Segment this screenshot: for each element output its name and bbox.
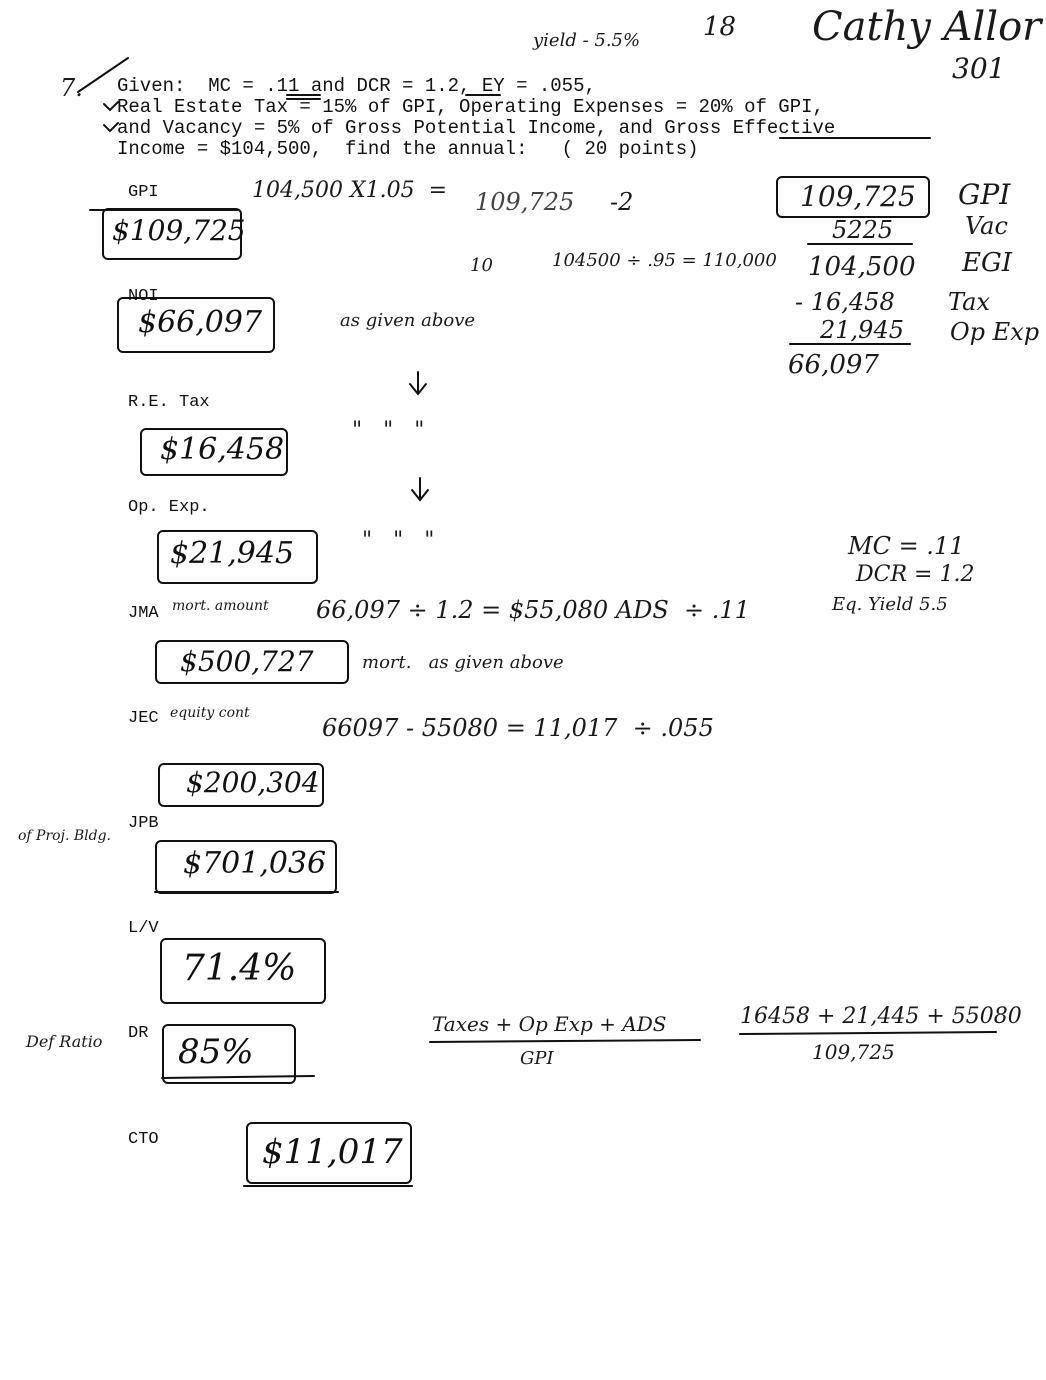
label-cto: CTO xyxy=(128,1130,159,1149)
label-jpb: JPB xyxy=(128,814,159,833)
answer-cto: $11,017 xyxy=(262,1132,403,1172)
dr-note: Def Ratio xyxy=(26,1032,103,1051)
dr-formula-den: GPI xyxy=(520,1048,554,1069)
gpi-calc: 104,500 X1.05 = xyxy=(252,178,448,203)
dr-calc-num: 16458 + 21,445 + 55080 xyxy=(740,1004,1022,1029)
label-jec: JEC xyxy=(128,709,159,728)
label-gpi: GPI xyxy=(128,183,159,202)
dr-calc-den: 109,725 xyxy=(812,1040,895,1064)
jpb-note: of Proj. Bldg. xyxy=(18,828,111,844)
label-re-tax: R.E. Tax xyxy=(128,393,210,412)
gpi-scratch: 109,725 xyxy=(475,188,575,216)
gpi-alt-calc: 104500 ÷ .95 = 110,000 xyxy=(552,250,777,271)
label-op-exp: Op. Exp. xyxy=(128,498,210,517)
side-tag-1: Vac xyxy=(965,212,1008,240)
answer-re-tax: $16,458 xyxy=(160,432,285,467)
answer-lv: 71.4% xyxy=(182,948,297,989)
problem-line-1: Given: MC = .11 and DCR = 1.2, EY = .055, xyxy=(117,75,596,97)
answer-gpi: $109,725 xyxy=(112,214,246,247)
label-dr: DR xyxy=(128,1024,149,1043)
side-row-0: 109,725 xyxy=(800,180,916,213)
answer-jpb: $701,036 xyxy=(183,846,327,881)
jma-note: mort. amount xyxy=(172,598,269,614)
side-row-2: 104,500 xyxy=(808,252,916,282)
answer-op-exp: $21,945 xyxy=(170,536,295,571)
answer-dr: 85% xyxy=(178,1032,254,1072)
noi-note: as given above xyxy=(340,310,476,331)
label-jma: JMA xyxy=(128,604,159,623)
side-tag-4: Op Exp xyxy=(950,318,1040,346)
given-mc: MC = .11 xyxy=(848,532,965,560)
problem-number: 7. xyxy=(60,74,83,102)
problem-line-2: Real Estate Tax = 15% of GPI, Operating Expenses = 20% of GPI, xyxy=(117,96,824,118)
score: 18 xyxy=(703,12,737,42)
label-lv: L/V xyxy=(128,919,159,938)
yield-note: yield - 5.5% xyxy=(533,30,641,51)
side-row-1: 5225 xyxy=(832,216,894,244)
gpi-minus: -2 xyxy=(610,188,634,216)
answer-jec: $200,304 xyxy=(186,766,320,799)
answer-noi: $66,097 xyxy=(138,305,263,340)
problem-line-4: Income = $104,500, find the annual: ( 20 points) xyxy=(117,138,699,160)
student-number: 301 xyxy=(952,52,1006,85)
side-tag-2: EGI xyxy=(962,248,1013,278)
problem-line-3: and Vacancy = 5% of Gross Potential Income, and Gross Effective xyxy=(117,117,836,139)
side-row-5: 66,097 xyxy=(788,350,879,380)
dr-formula-num: Taxes + Op Exp + ADS xyxy=(432,1012,667,1036)
side-row-4: 21,945 xyxy=(820,316,904,344)
side-tag-0: GPI xyxy=(958,178,1011,211)
student-name: Cathy Allor xyxy=(812,4,1042,50)
jec-note: equity cont xyxy=(170,705,250,721)
ditto-tax: " " " xyxy=(352,418,425,443)
side-row-3: - 16,458 xyxy=(795,288,895,316)
label-noi: NOI xyxy=(128,287,159,306)
given-ey: Eq. Yield 5.5 xyxy=(832,594,948,615)
ten-note: 10 xyxy=(470,255,493,276)
side-tag-3: Tax xyxy=(948,288,990,316)
ditto-op: " " " xyxy=(362,528,435,553)
jma-after: mort. as given above xyxy=(362,652,564,673)
jec-calc: 66097 - 55080 = 11,017 ÷ .055 xyxy=(322,714,714,742)
given-dcr: DCR = 1.2 xyxy=(856,562,975,587)
answer-jma: $500,727 xyxy=(180,645,314,678)
jma-calc: 66,097 ÷ 1.2 = $55,080 ADS ÷ .11 xyxy=(316,596,750,624)
